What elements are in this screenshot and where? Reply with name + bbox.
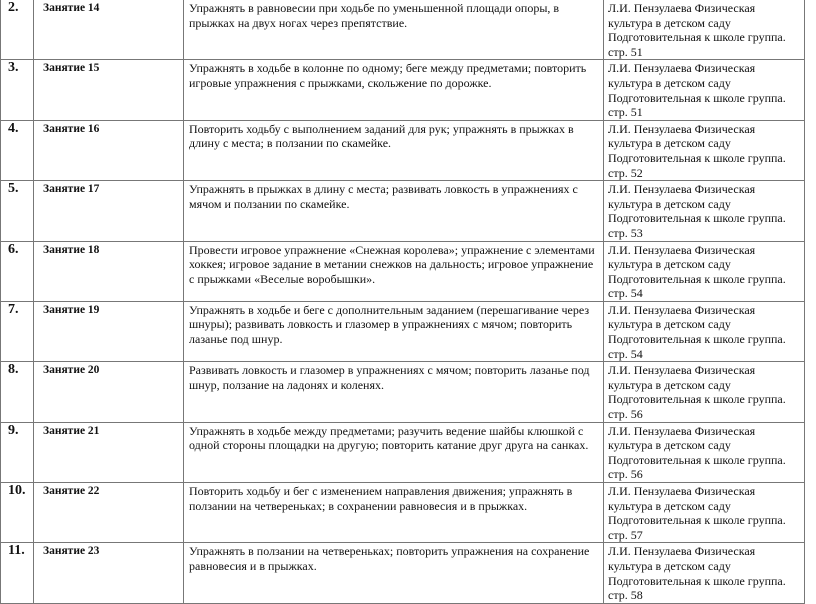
reference-title: культура в детском саду	[608, 257, 731, 272]
lesson-title: Занятие 22	[34, 483, 184, 543]
reference-title: культура в детском саду	[608, 438, 731, 453]
row-number: 11.	[1, 543, 34, 603]
reference-group: Подготовительная к школе группа.	[608, 392, 786, 407]
reference-page: стр. 51	[608, 105, 643, 120]
lesson-reference	[604, 422, 805, 482]
row-number: 9.	[1, 422, 34, 482]
table-row	[1, 181, 805, 241]
lesson-title: Занятие 16	[34, 120, 184, 180]
table-row	[1, 422, 805, 482]
table-row	[1, 301, 805, 361]
table-row	[1, 362, 805, 422]
table-row	[1, 120, 805, 180]
reference-page: стр. 54	[608, 286, 643, 301]
lesson-description: Повторить ходьбу и бег с изменением направления движения; упражнять в ползании на четвереньках; в сохранении равновесия и в прыжках.	[184, 483, 604, 543]
reference-author: Л.И. Пензулаева Физическая	[608, 363, 756, 378]
lesson-description: Упражнять в ходьбе в колонне по одному; беге между предметами; повторить игровые упражнения с прыжками, скольжение по дорожке.	[184, 60, 604, 120]
reference-group: Подготовительная к школе группа.	[608, 211, 786, 226]
reference-author: Л.И. Пензулаева Физическая	[608, 544, 756, 559]
lesson-reference	[604, 60, 805, 120]
row-number: 2.	[1, 0, 34, 60]
reference-author: Л.И. Пензулаева Физическая	[608, 242, 756, 257]
lesson-description: Упражнять в ползании на четвереньках; повторить упражнения на сохранение равновесия и в прыжках.	[184, 543, 604, 603]
lesson-description: Развивать ловкость и глазомер в упражнениях с мячом; повторить лазанье под шнур, ползание на ладонях и коленях.	[184, 362, 604, 422]
row-number: 3.	[1, 60, 34, 120]
reference-page: стр. 56	[608, 407, 643, 422]
lesson-reference	[604, 181, 805, 241]
lesson-reference	[604, 362, 805, 422]
lesson-reference	[604, 301, 805, 361]
reference-page: стр. 51	[608, 44, 643, 59]
reference-author: Л.И. Пензулаева Физическая	[608, 484, 756, 498]
lesson-title: Занятие 17	[34, 181, 184, 241]
lesson-title: Занятие 21	[34, 422, 184, 482]
reference-title: культура в детском саду	[608, 317, 731, 332]
table-row	[1, 60, 805, 120]
reference-group: Подготовительная к школе группа.	[608, 452, 786, 467]
reference-page: стр. 54	[608, 346, 643, 361]
lesson-reference	[604, 483, 805, 543]
reference-title: культура в детском саду	[608, 136, 731, 151]
lesson-title: Занятие 14	[34, 0, 184, 60]
row-number: 6.	[1, 241, 34, 301]
row-number: 10.	[1, 483, 34, 543]
lesson-description: Упражнять в прыжках в длину с места; развивать ловкость в упражнениях с мячом и ползании по скамейке.	[184, 181, 604, 241]
lesson-reference	[604, 241, 805, 301]
reference-author: Л.И. Пензулаева Физическая	[608, 302, 756, 317]
reference-title: культура в детском саду	[608, 377, 731, 392]
reference-author: Л.И. Пензулаева Физическая	[608, 182, 756, 197]
lesson-reference	[604, 0, 805, 60]
reference-author: Л.И. Пензулаева Физическая	[608, 121, 756, 136]
row-number: 5.	[1, 181, 34, 241]
lesson-description: Упражнять в ходьбе и беге с дополнительным заданием (перешагивание через шнуры); развивать ловкость и глазомер в упражнениях с мячом; повторить лазанье под шнур.	[184, 301, 604, 361]
reference-author: Л.И. Пензулаева Физическая	[608, 423, 756, 438]
reference-page: стр. 52	[608, 165, 643, 180]
reference-page: стр. 56	[608, 467, 643, 482]
lesson-description: Повторить ходьбу с выполнением заданий для рук; упражнять в прыжках в длину с места; в ползании по скамейке.	[184, 120, 604, 180]
reference-title: культура в детском саду	[608, 15, 731, 30]
table-row	[1, 543, 805, 603]
table-row	[1, 0, 805, 60]
lesson-description: Провести игровое упражнение «Снежная королева»; упражнение с элементами хоккея; игровое задание в метании снежков на дальность; игровое упражнение с прыжками «Веселые воробышки».	[184, 241, 604, 301]
reference-group: Подготовительная к школе группа.	[608, 513, 786, 528]
reference-author: Л.И. Пензулаева Физическая	[608, 61, 756, 76]
lesson-title: Занятие 23	[34, 543, 184, 603]
reference-group: Подготовительная к школе группа.	[608, 90, 786, 105]
lesson-title: Занятие 19	[34, 301, 184, 361]
lesson-reference	[604, 120, 805, 180]
lesson-title: Занятие 15	[34, 60, 184, 120]
table-row	[1, 483, 805, 543]
reference-title: культура в детском саду	[608, 558, 731, 573]
lesson-title: Занятие 20	[34, 362, 184, 422]
reference-page: стр. 53	[608, 225, 643, 240]
reference-page: стр. 57	[608, 527, 643, 542]
lesson-description: Упражнять в ходьбе между предметами; разучить ведение шайбы клюшкой с одной стороны площадки на другую; повторить катание друг друга на санках.	[184, 422, 604, 482]
reference-group: Подготовительная к школе группа.	[608, 332, 786, 347]
reference-page: стр. 58	[608, 588, 643, 603]
lesson-title: Занятие 18	[34, 241, 184, 301]
reference-group: Подготовительная к школе группа.	[608, 271, 786, 286]
lesson-description: Упражнять в равновесии при ходьбе по уменьшенной площади опоры, в прыжках на двух ногах через препятствие.	[184, 0, 604, 60]
reference-group: Подготовительная к школе группа.	[608, 30, 786, 45]
reference-group: Подготовительная к школе группа.	[608, 150, 786, 165]
reference-title: культура в детском саду	[608, 196, 731, 211]
reference-title: культура в детском саду	[608, 75, 731, 90]
lesson-reference	[604, 543, 805, 603]
row-number: 7.	[1, 301, 34, 361]
reference-group: Подготовительная к школе группа.	[608, 573, 786, 588]
row-number: 4.	[1, 120, 34, 180]
row-number: 8.	[1, 362, 34, 422]
reference-title: культура в детском саду	[608, 498, 731, 513]
table-row	[1, 241, 805, 301]
reference-author: Л.И. Пензулаева Физическая	[608, 1, 756, 15]
